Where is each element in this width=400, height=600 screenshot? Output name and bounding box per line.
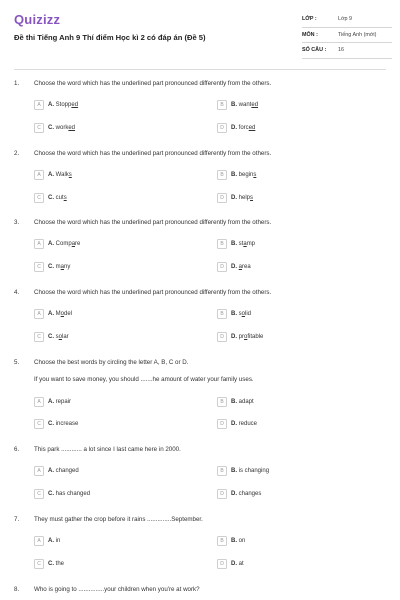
option-b[interactable] xyxy=(217,169,256,180)
worksheet-header xyxy=(0,0,400,66)
option-letter-box: B xyxy=(217,536,227,546)
option-label: C. worked xyxy=(48,124,76,131)
meta-label: SỐ CÂU : xyxy=(302,47,327,54)
option-letter-box: B xyxy=(217,309,227,319)
question-text: Choose the word which has the underlined part pronounced differently from the others. xyxy=(34,80,272,87)
option-label: A. Walks xyxy=(48,171,72,178)
option-label: A. Stopped xyxy=(48,101,79,108)
option-letter-box: B xyxy=(217,170,227,180)
question-text: Choose the word which has the underlined part pronounced differently from the others. xyxy=(34,289,272,296)
option-letter-box: D xyxy=(217,193,227,203)
option-label: D. at xyxy=(231,560,244,567)
option-d[interactable] xyxy=(217,261,251,272)
option-d[interactable] xyxy=(217,122,255,133)
option-c[interactable] xyxy=(34,122,75,133)
option-label: A. changed xyxy=(48,467,79,474)
option-label: A. Model xyxy=(48,310,73,317)
option-c[interactable] xyxy=(34,192,67,203)
option-label: B. adapt xyxy=(231,398,254,405)
option-label: C. has changed xyxy=(48,490,91,497)
option-label: B. wanted xyxy=(231,101,259,108)
option-label: D. changes xyxy=(231,490,262,497)
option-label: B. stamp xyxy=(231,240,256,247)
option-letter-box: C xyxy=(34,559,44,569)
option-letter-box: D xyxy=(217,123,227,133)
meta-value: Lớp 9 xyxy=(338,16,353,23)
question-number: 6. xyxy=(14,446,20,453)
question-sentence: If you want to save money, you should .......he amount of water your family uses. xyxy=(34,376,254,383)
meta-value: 16 xyxy=(338,47,344,54)
option-label: A. in xyxy=(48,537,61,544)
option-label: A. repair xyxy=(48,398,72,405)
option-label: B. on xyxy=(231,537,246,544)
option-letter-box: B xyxy=(217,239,227,249)
option-letter-box: A xyxy=(34,170,44,180)
option-label: D. reduce xyxy=(231,420,258,427)
meta-row-count xyxy=(302,43,392,59)
question-text: Choose the word which has the underlined part pronounced differently from the others. xyxy=(34,150,272,157)
question-number: 1. xyxy=(14,80,20,87)
option-d[interactable] xyxy=(217,488,261,499)
option-label: C. the xyxy=(48,560,65,567)
question-number: 5. xyxy=(14,359,20,366)
option-d[interactable] xyxy=(217,331,263,342)
option-label: B. is changing xyxy=(231,467,270,474)
option-letter-box: A xyxy=(34,466,44,476)
option-label: C. solar xyxy=(48,333,69,340)
option-label: B. solid xyxy=(231,310,252,317)
option-a[interactable] xyxy=(34,238,80,249)
question-number: 8. xyxy=(14,586,20,593)
option-b[interactable] xyxy=(217,535,245,546)
option-letter-box: B xyxy=(217,100,227,110)
option-c[interactable] xyxy=(34,418,78,429)
option-label: C. many xyxy=(48,263,71,270)
question-text: Choose the best words by circling the letter A, B, C or D. xyxy=(34,359,189,366)
option-label: D. forced xyxy=(231,124,256,131)
option-c[interactable] xyxy=(34,488,90,499)
option-letter-box: C xyxy=(34,332,44,342)
option-letter-box: C xyxy=(34,123,44,133)
meta-row-class xyxy=(302,12,392,28)
option-b[interactable] xyxy=(217,465,269,476)
quizizz-logo: Quizizz xyxy=(14,12,61,27)
option-b[interactable] xyxy=(217,396,254,407)
option-label: A. Compare xyxy=(48,240,81,247)
option-d[interactable] xyxy=(217,558,244,569)
option-a[interactable] xyxy=(34,396,71,407)
option-a[interactable] xyxy=(34,535,60,546)
option-letter-box: D xyxy=(217,262,227,272)
question-number: 3. xyxy=(14,219,20,226)
worksheet-meta xyxy=(302,12,392,59)
option-letter-box: A xyxy=(34,397,44,407)
option-c[interactable] xyxy=(34,261,70,272)
meta-label: LỚP : xyxy=(302,16,317,23)
option-label: D. area xyxy=(231,263,251,270)
option-label: C. increase xyxy=(48,420,79,427)
option-b[interactable] xyxy=(217,99,258,110)
option-a[interactable] xyxy=(34,465,79,476)
option-letter-box: C xyxy=(34,193,44,203)
option-letter-box: C xyxy=(34,262,44,272)
option-letter-box: B xyxy=(217,397,227,407)
option-a[interactable] xyxy=(34,308,72,319)
option-letter-box: B xyxy=(217,466,227,476)
option-c[interactable] xyxy=(34,331,69,342)
option-d[interactable] xyxy=(217,418,257,429)
question-number: 4. xyxy=(14,289,20,296)
option-letter-box: A xyxy=(34,536,44,546)
question-text: Choose the word which has the underlined part pronounced differently from the others. xyxy=(34,219,272,226)
option-label: B. begins xyxy=(231,171,257,178)
option-label: D. helps xyxy=(231,194,254,201)
option-a[interactable] xyxy=(34,99,78,110)
meta-row-subject xyxy=(302,28,392,44)
option-label: C. cuts xyxy=(48,194,67,201)
option-letter-box: D xyxy=(217,419,227,429)
option-letter-box: D xyxy=(217,332,227,342)
option-d[interactable] xyxy=(217,192,253,203)
option-letter-box: A xyxy=(34,239,44,249)
worksheet-title: Đề thi Tiếng Anh 9 Thí điểm Học kì 2 có đáp án (Đề 5) xyxy=(14,33,206,42)
option-letter-box: D xyxy=(217,489,227,499)
option-letter-box: A xyxy=(34,100,44,110)
option-a[interactable] xyxy=(34,169,72,180)
option-b[interactable] xyxy=(217,308,251,319)
meta-label: MÔN : xyxy=(302,31,318,38)
question-number: 7. xyxy=(14,516,20,523)
question-text: Who is going to ...............your children when you're at work? xyxy=(34,586,200,593)
header-divider xyxy=(14,69,386,70)
option-b[interactable] xyxy=(217,238,255,249)
question-text: This park ............ a lot since I last came here in 2000. xyxy=(34,446,181,453)
option-letter-box: D xyxy=(217,559,227,569)
question-number: 2. xyxy=(14,150,20,157)
option-letter-box: C xyxy=(34,489,44,499)
question-text: They must gather the crop before it rains ..............September. xyxy=(34,516,203,523)
option-label: D. profitable xyxy=(231,333,264,340)
option-c[interactable] xyxy=(34,558,64,569)
option-letter-box: C xyxy=(34,419,44,429)
option-letter-box: A xyxy=(34,309,44,319)
meta-value: Tiếng Anh (mới) xyxy=(338,31,377,38)
